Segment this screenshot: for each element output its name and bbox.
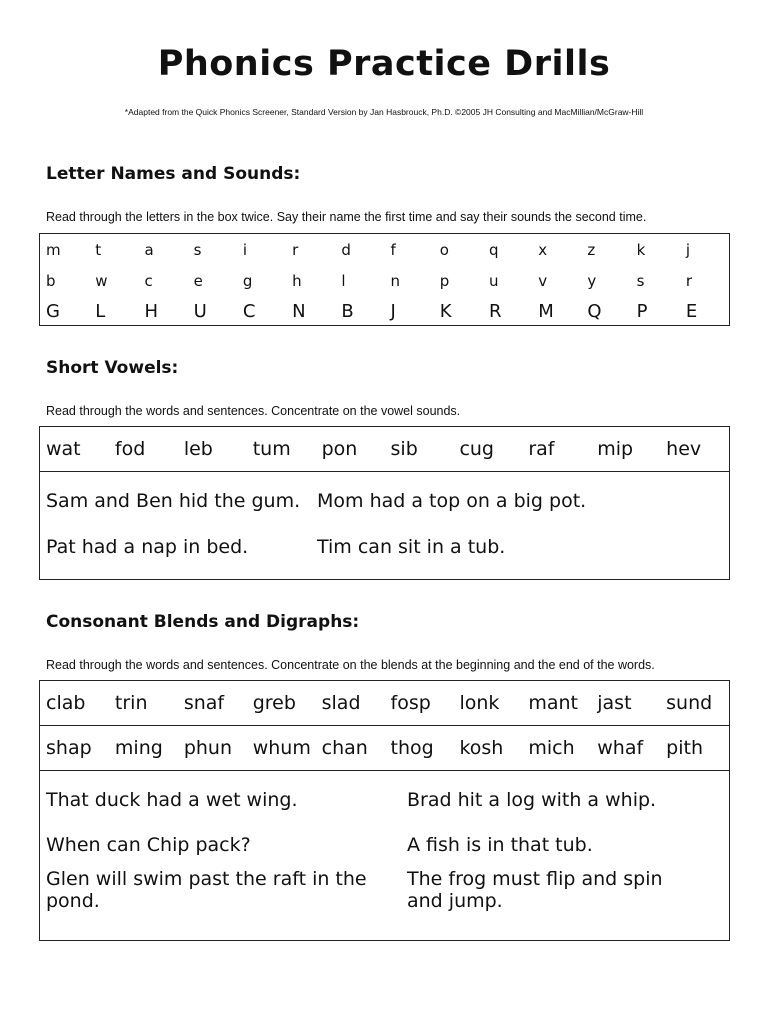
letters-box [39,233,730,326]
letter-cell: J [390,301,396,322]
word-cell: clab [46,692,86,714]
word-cell: snaf [183,692,225,714]
word-cell: leb [183,438,213,460]
credit-line: *Adapted from the Quick Phonics Screener, Standard Version by Jan Hasbrouck, Ph.D. ©2005 JH Consulting and MacMillian/McGraw-Hill [124,107,644,117]
word-cell: wat [46,438,81,460]
word-cell: sib [390,438,418,460]
word-cell: slad [321,692,361,714]
sentence: The frog must flip and spin and jump. [407,867,663,912]
letter-cell: e [193,271,203,290]
word-row [40,726,729,770]
sentence: Pat had a nap in bed. [46,536,249,558]
letter-cell: N [292,301,306,322]
letter-cell: s [636,271,645,290]
word-cell: tum [252,438,291,460]
letter-cell: j [685,240,691,259]
sentence: When can Chip pack? [46,833,251,856]
letter-cell: k [636,240,646,259]
word-cell: kosh [459,737,504,759]
blends-box [39,680,730,941]
letter-cell: r [292,240,299,259]
letter-cell: n [390,271,401,290]
letter-cell: v [538,271,548,290]
word-cell: thog [390,737,434,759]
word-cell: cug [459,438,494,460]
word-cell: mip [597,438,634,460]
letter-cell: t [95,240,102,259]
sentence: Brad hit a log with a whip. [407,788,657,811]
letter-cell: H [144,301,158,322]
sentence-row [40,777,729,822]
instruction-blends: Read through the words and sentences. Concentrate on the blends at the beginning and the end of the words. [46,658,655,672]
letter-cell: f [390,240,396,259]
letter-cell: C [242,301,256,322]
word-cell: whum [252,737,311,759]
letter-cell: U [193,301,207,322]
sentence-block [40,472,729,570]
word-cell: mant [528,692,578,714]
letter-cell: B [341,301,354,322]
letter-cell: u [488,271,499,290]
letter-cell: K [439,301,452,322]
letter-cell: R [488,301,502,322]
letter-cell: M [538,301,554,322]
sentence: Glen will swim past the raft in the pond. [46,867,367,912]
letter-cell: E [685,301,698,322]
word-cell: ming [114,737,163,759]
letter-cell: b [46,271,56,290]
word-cell: phun [183,737,232,759]
section-heading-blends: Consonant Blends and Digraphs: [46,612,360,632]
word-cell: raf [528,438,555,460]
letter-cell: m [46,240,61,259]
letter-cell: p [439,271,450,290]
letter-cell: G [46,301,60,322]
letter-cell: d [341,240,351,259]
letter-cell: i [242,240,248,259]
letter-cell: Q [587,301,602,322]
letter-row-2 [40,265,729,296]
letter-cell: P [636,301,648,322]
sentence: A fish is in that tub. [407,833,593,856]
letter-cell: r [685,271,693,290]
sentence-row [40,822,729,867]
sentence-row [40,478,729,524]
letter-cell: q [488,240,499,259]
letter-cell: z [587,240,596,259]
instruction-short-vowels: Read through the words and sentences. Concentrate on the vowel sounds. [46,404,461,418]
word-cell: greb [252,692,296,714]
section-heading-letters: Letter Names and Sounds: [46,164,301,184]
word-row [40,427,729,471]
letter-cell: s [193,240,202,259]
sentence: That duck had a wet wing. [46,788,298,811]
word-cell: whaf [597,737,644,759]
word-cell: mich [528,737,575,759]
letter-cell: h [292,271,302,290]
letter-cell: l [341,271,346,290]
letter-row-3 [40,296,729,327]
letter-cell: x [538,240,548,259]
letter-row-1 [40,234,729,265]
letter-cell: w [95,271,108,290]
sentence: Mom had a top on a big pot. [317,490,587,512]
sentence: Tim can sit in a tub. [317,536,506,558]
word-cell: fosp [390,692,431,714]
word-cell: trin [114,692,148,714]
letter-cell: a [144,240,154,259]
sentence-row [40,524,729,570]
sentence-row [40,867,729,912]
word-cell: jast [597,692,632,714]
letter-cell: L [95,301,106,322]
section-heading-short-vowels: Short Vowels: [46,358,179,378]
short-vowels-box [39,426,730,580]
word-cell: hev [666,438,702,460]
word-cell: pith [666,737,703,759]
instruction-letters: Read through the letters in the box twice. Say their name the first time and say their sounds the second time. [46,210,647,224]
word-cell: chan [321,737,368,759]
word-cell: pon [321,438,358,460]
word-cell: lonk [459,692,500,714]
letter-cell: c [144,271,153,290]
letter-cell: o [439,240,449,259]
letter-cell: y [587,271,597,290]
page-title: Phonics Practice Drills [157,44,611,84]
word-cell: fod [114,438,146,460]
sentence: Sam and Ben hid the gum. [46,490,301,512]
word-row [40,681,729,725]
sentence-block [40,771,729,912]
word-cell: sund [666,692,713,714]
word-cell: shap [46,737,92,759]
letter-cell: g [242,271,253,290]
